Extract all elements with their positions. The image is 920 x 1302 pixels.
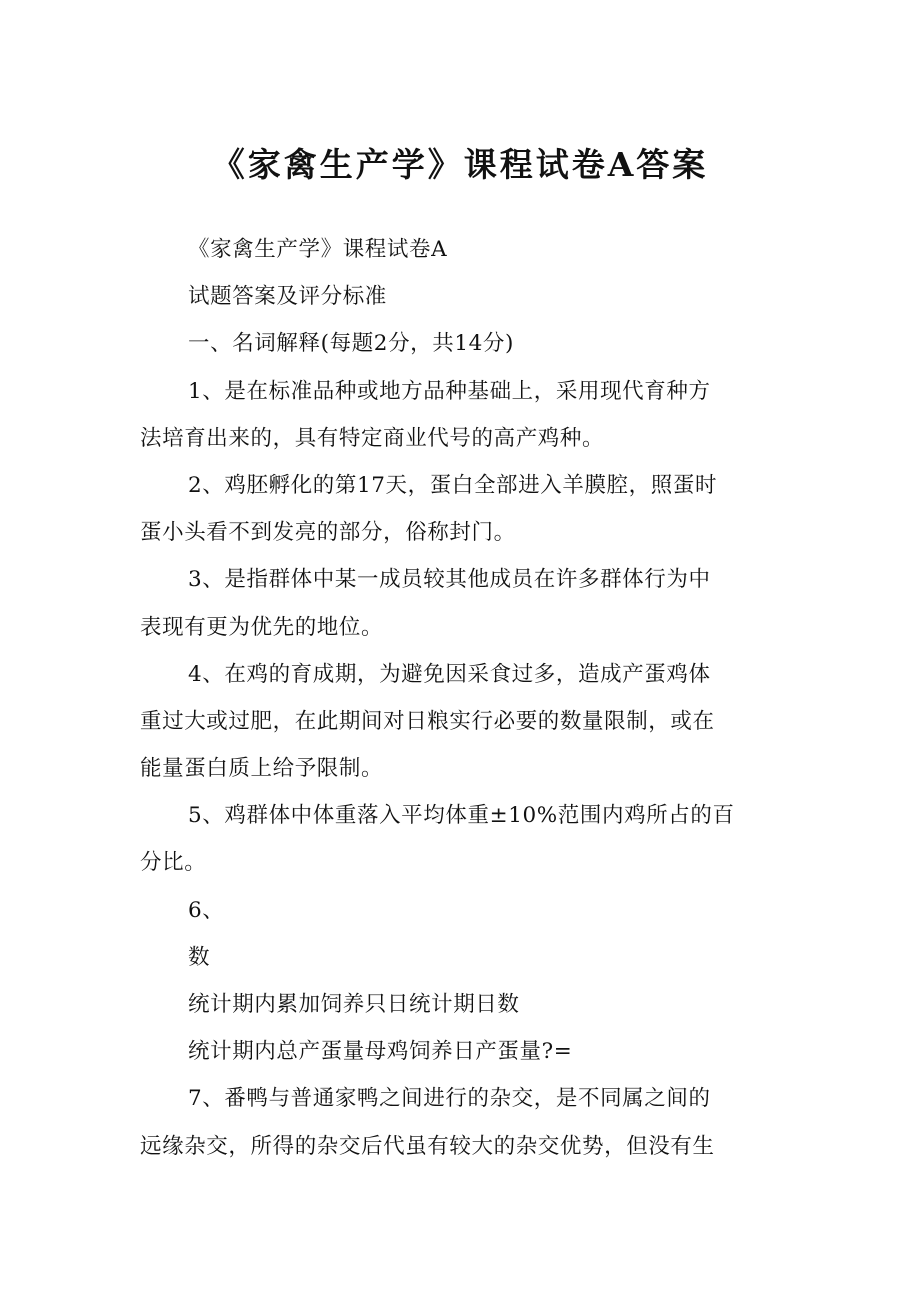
section-heading: 一、名词解释(每题2分，共14分) (188, 331, 515, 357)
document-body (140, 226, 786, 1170)
answer-4-line-1: 4、在鸡的育成期，为避免因采食过多，造成产蛋鸡体 (188, 661, 711, 687)
answer-4-line-3: 能量蛋白质上给予限制。 (140, 756, 384, 782)
answer-3-line-1: 3、是指群体中某一成员较其他成员在许多群体行为中 (188, 567, 711, 593)
answer-6-formula-line-1: 统计期内累加饲养只日统计期日数 (188, 992, 520, 1017)
answer-3-line-2: 表现有更为优先的地位。 (140, 614, 384, 640)
answer-7-line-1: 7、番鸭与普通家鸭之间进行的杂交，是不同属之间的 (188, 1086, 711, 1112)
answer-5-line-1: 5、鸡群体中体重落入平均体重±10%范围内鸡所占的百 (188, 803, 735, 829)
answer-6-number: 6、 (188, 897, 225, 923)
subtitle-line: 《家禽生产学》课程试卷A (188, 237, 448, 262)
answer-2-line-1: 2、鸡胚孵化的第17天，蛋白全部进入羊膜腔，照蛋时 (188, 472, 718, 498)
answer-1-line-1: 1、是在标准品种或地方品种基础上，采用现代育种方 (188, 378, 711, 404)
document-title: 《家禽生产学》课程试卷A答案 (211, 145, 709, 184)
answer-6-fragment: 数 (188, 944, 211, 970)
section-caption: 试题答案及评分标准 (188, 284, 387, 310)
answer-7-line-2: 远缘杂交，所得的杂交后代虽有较大的杂交优势，但没有生 (140, 1133, 715, 1159)
answer-4-line-2: 重过大或过肥，在此期间对日粮实行必要的数量限制，或在 (140, 708, 715, 734)
answer-6-formula-line-2: 统计期内总产蛋量母鸡饲养日产蛋量?= (188, 1039, 573, 1065)
answer-5-line-2: 分比。 (140, 850, 207, 876)
answer-2-line-2: 蛋小头看不到发亮的部分，俗称封门。 (140, 520, 516, 546)
answer-1-line-2: 法培育出来的，具有特定商业代号的高产鸡种。 (140, 425, 605, 451)
